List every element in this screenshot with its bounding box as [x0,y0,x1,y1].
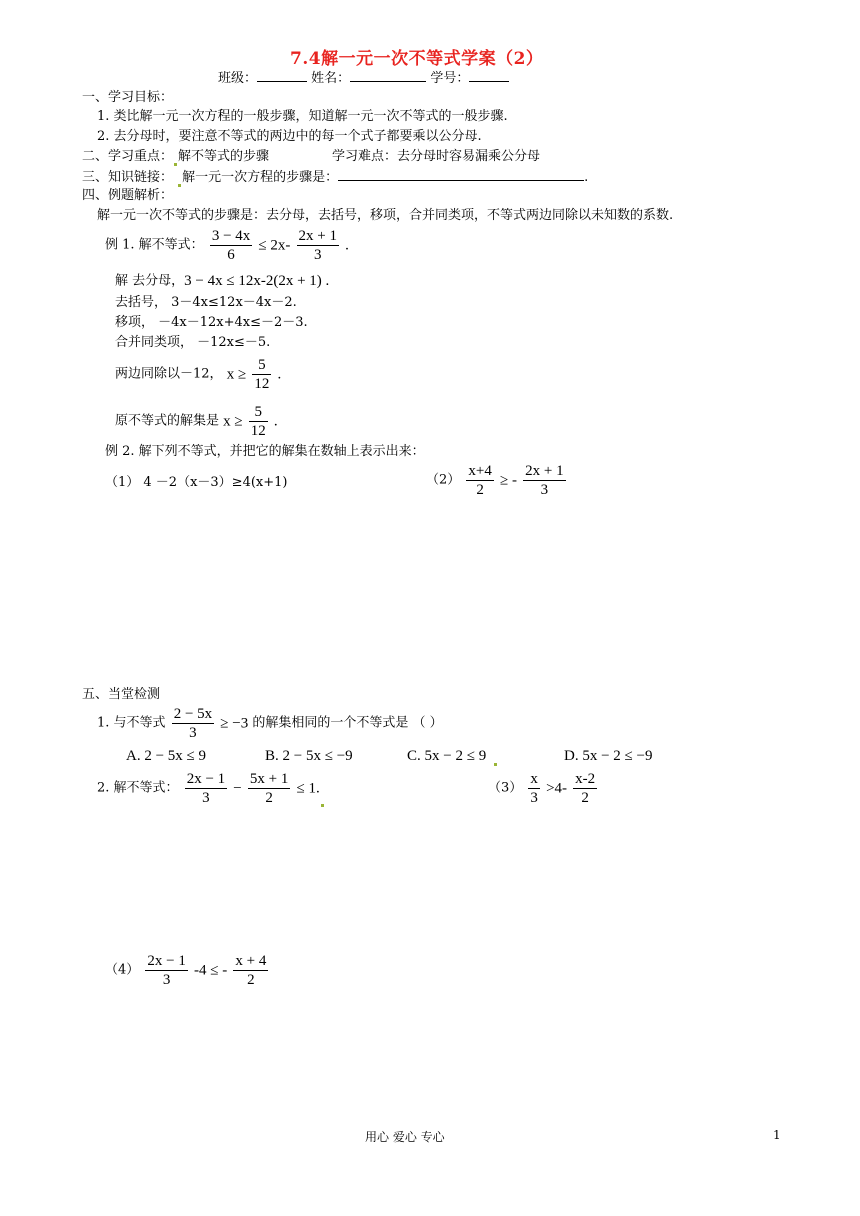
fraction: $\frac{x+4}{2}$ [468,463,492,498]
solution-step-4: 合并同类项， －12x≤－5. [115,335,271,350]
steps-intro: 解一元一次不等式的步骤是：去分母，去括号，移项，合并同类项，不等式两边同除以未知数的系数. [97,208,674,223]
section2 [82,148,269,166]
question-1: 1. 与不等式 $\frac{2 - 5x}{3}$ ≥ −3 的解集相同的一个不等式是 （ ） [97,706,443,741]
knowledge-link-text: 解一元一次方程的步骤是： [182,170,339,185]
class-label: 班级： [218,71,258,86]
fraction: $\frac{3 - 4x}{6}$ [211,228,251,263]
fraction: $\frac{2x + 1}{3}$ [525,463,564,498]
fraction: $\frac{2x - 1}{3}$ [147,953,186,988]
option-b[interactable]: B. 2 − 5x ≤ −9 [265,748,353,764]
answer-blank[interactable] [338,168,584,181]
option-a[interactable]: A. 2 − 5x ≤ 9 [126,748,207,764]
question-3: （3） $\frac{x}{3}$ >4- $\frac{x-2}{2}$ [488,771,596,806]
solution-step-6: 原不等式的解集是 x ≥ $\frac{5}{12}$ . [115,404,278,439]
id-blank[interactable] [469,69,509,82]
goal-item-1: 1. 类比解一元一次方程的一般步骤，知道解一元一次不等式的一般步骤. [97,109,508,124]
fraction: $\frac{5x + 1}{2}$ [249,771,289,806]
section1-heading: 一、学习目标： [82,90,174,105]
fraction: $\frac{2 - 5x}{3}$ [173,706,213,741]
section4-heading: 四、例题解析： [82,188,174,203]
question-2: 2. 解不等式： $\frac{2x - 1}{3}$ − $\frac{5x + 1}{2}$ ≤ 1. [97,770,325,807]
solution-step-2: 去括号， 3－4x≤12x－4x－2. [115,295,297,310]
page-title: 7.4解一元一次不等式学案（2） [290,49,544,69]
page-number: 1 [773,1128,781,1142]
knowledge-link-label: 三、知识链接： [82,170,174,185]
section5-heading: 五、当堂检测 [82,687,161,702]
solution-step-1: 解 去分母，3 − 4x ≤ 12x-2(2x + 1) . [115,273,330,289]
mark-dot [321,804,324,807]
difficulty-text: 学习难点：去分母时容易漏乘公分母 [332,149,541,164]
solution-step-5: 两边同除以－12， x ≥ $\frac{5}{12}$ . [115,357,282,392]
option-c[interactable]: C. 5x − 2 ≤ 9 [407,747,498,766]
student-info [218,69,509,88]
mark-dot [174,163,177,166]
key-points-label: 二、学习重点： [82,149,174,164]
example2-label: 例 2. 解下列不等式，并把它的解集在数轴上表示出来： [105,444,425,459]
fraction: $\frac{x}{3}$ [530,771,538,806]
fraction: $\frac{x + 4}{2}$ [235,953,267,988]
option-d[interactable]: D. 5x − 2 ≤ −9 [564,748,653,764]
question-4: （4） $\frac{2x - 1}{3}$ -4 ≤ - $\frac{x + 4}{2}$ [105,953,267,988]
solution-step-3: 移项， －4x－12x+4x≤－2－3. [115,315,308,330]
goal-item-2: 2. 去分母时，要注意不等式的两边中的每一个式子都要乘以公分母. [97,129,482,144]
name-blank[interactable] [350,69,426,82]
fraction: $\frac{2x - 1}{3}$ [186,771,226,806]
example2-problem-1: （1） 4 －2（x－3）≥4(x+1) [105,475,288,490]
id-label: 学号： [430,71,470,86]
fraction: $\frac{x-2}{2}$ [575,771,596,806]
key-points-text: 解不等式的步骤 [178,149,270,164]
name-label: 姓名： [311,71,351,86]
footer-motto: 用心 爱心 专心 [365,1130,445,1144]
mark-dot [178,184,181,187]
example1: 例 1. 解不等式： $\frac{3 - 4x}{6}$ ≤ 2x- $\frac{2x + 1}{3}$ . [105,228,349,263]
fraction: $\frac{5}{12}$ [250,404,266,439]
fraction: $\frac{2x + 1}{3}$ [298,228,338,263]
fraction: $\frac{5}{12}$ [254,357,270,392]
example2-problem-2: （2） $\frac{x+4}{2}$ ≥ - $\frac{2x + 1}{3}$ [426,463,564,498]
section3: 三、知识链接： 解一元一次方程的步骤是： . [82,170,589,185]
class-blank[interactable] [257,69,307,82]
mark-dot [494,763,497,766]
example1-label: 例 1. 解不等式： [105,237,204,253]
